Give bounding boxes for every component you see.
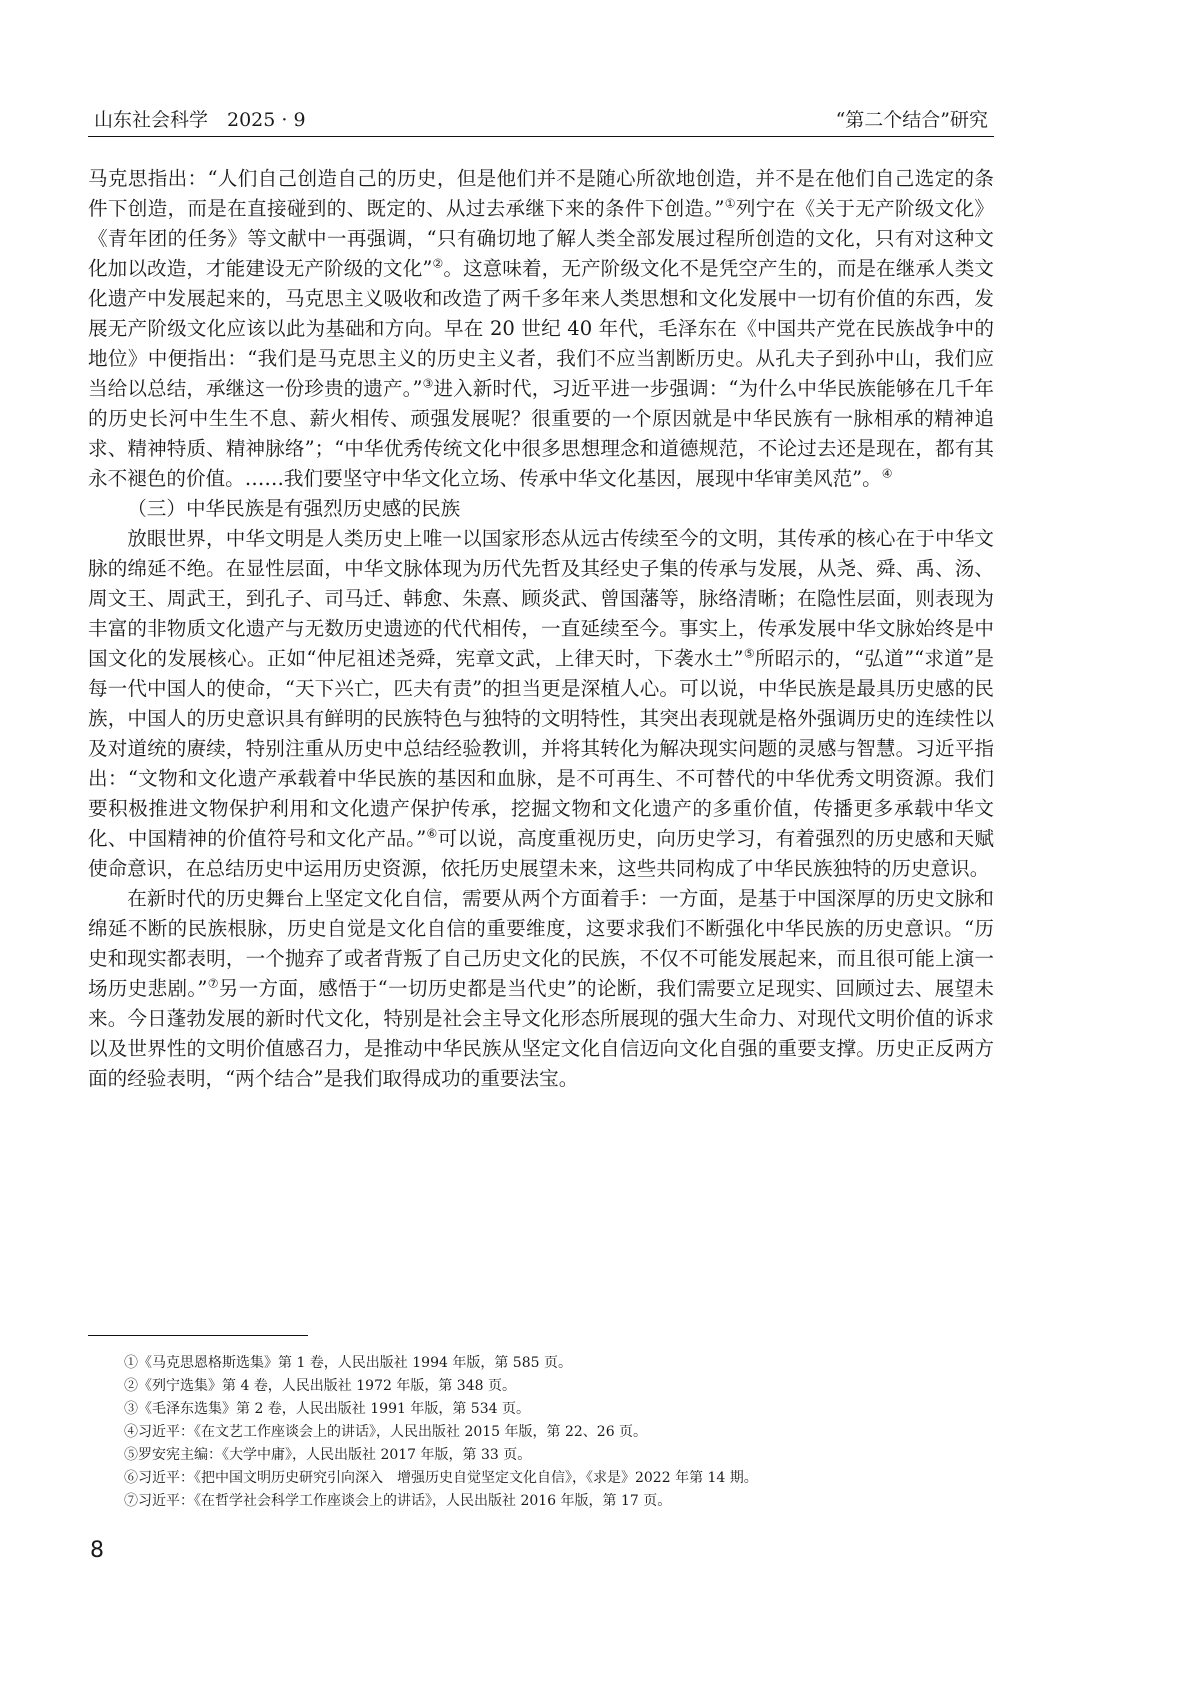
footnote-ref-1[interactable]: ① bbox=[724, 196, 736, 211]
footnote-item: ②《列宁选集》第 4 卷，人民出版社 1972 年版，第 348 页。 bbox=[124, 1378, 516, 1394]
footnote-item: ⑤罗安宪主编：《大学中庸》，人民出版社 2017 年版，第 33 页。 bbox=[124, 1447, 532, 1463]
section-heading: （三）中华民族是有强烈历史感的民族 bbox=[127, 497, 461, 520]
page-number: 8 bbox=[90, 1538, 104, 1563]
footnote-ref-2[interactable]: ② bbox=[432, 256, 444, 271]
paragraph-2: 放眼世界，中华文明是人类历史上唯一以国家形态从远古传续至今的文明，其传承的核心在于中华文脉的绵延不绝。在显性层面，中华文脉体现为历代先哲及其经史子集的传承与发展，从尧、舜、禹、汤、周文王、周武王，到孔子、司马迁、韩愈、朱熹、顾炎武、曾国藩等，脉络清晰；在隐性层面，则表现为丰富的非物质文化遗产与无数历史遗迹的代代相传，一直延续至今。事实上，传承发展中华文脉始终是中国文化的发展核心。正如“仲尼祖述尧舜，宪章文武，上律天时，下袭水土”⑤所昭示的，“弘道”“求道”是每一代中国人的使命，“天下兴亡，匹夫有责”的担当更是深植人心。可以说，中华民族是最具历史感的民族，中国人的历史意识具有鲜明的民族特色与独特的文明特性，其突出表现就是格外强调历史的连续性以及对道统的赓续，特别注重从历史中总结经验教训，并将其转化为解决现实问题的灵感与智慧。习近平指出：“文物和文化遗产承载着中华民族的基因和血脉，是不可再生、不可替代的中华优秀文明资源。我们要积极推进文物保护利用和文化遗产保护传承，挖掘文物和文化遗产的多重价值，传播更多承载中华文化、中国精神的价值符号和文化产品。”⑥可以说，高度重视历史，向历史学习，有着强烈的历史感和天赋使命意识，在总结历史中运用历史资源，依托历史展望未来，这些共同构成了中华民族独特的历史意识。 bbox=[88, 527, 995, 880]
footnote-item: ⑦习近平：《在哲学社会科学工作座谈会上的讲话》，人民出版社 2016 年版，第 17 页。 bbox=[124, 1493, 672, 1509]
footnotes bbox=[124, 1352, 758, 1513]
journal-title: 山东社会科学 2025 · 9 bbox=[94, 109, 306, 131]
footnote-ref-3[interactable]: ③ bbox=[422, 376, 434, 391]
running-header bbox=[88, 104, 994, 137]
footnote-divider bbox=[88, 1335, 308, 1336]
column-title: “第二个结合”研究 bbox=[835, 109, 988, 131]
footnote-ref-4[interactable]: ④ bbox=[881, 466, 893, 481]
paragraph-3: 在新时代的历史舞台上坚定文化自信，需要从两个方面着手：一方面，是基于中国深厚的历史文脉和绵延不断的民族根脉，历史自觉是文化自信的重要维度，这要求我们不断强化中华民族的历史意识。“历史和现实都表明，一个抛弃了或者背叛了自己历史文化的民族，不仅不可能发展起来，而且很可能上演一场历史悲剧。”⑦另一方面，感悟于“一切历史都是当代史”的论断，我们需要立足现实、回顾过去、展望未来。今日蓬勃发展的新时代文化，特别是社会主导文化形态所展现的强大生命力、对现代文明价值的诉求以及世界性的文明价值感召力，是推动中华民族从坚定文化自信迈向文化自强的重要支撑。历史正反两方面的经验表明，“两个结合”是我们取得成功的重要法宝。 bbox=[88, 887, 994, 1090]
footnote-item: ①《马克思恩格斯选集》第 1 卷，人民出版社 1994 年版，第 585 页。 bbox=[124, 1355, 572, 1371]
paragraph-1: 马克思指出：“人们自己创造自己的历史，但是他们并不是随心所欲地创造，并不是在他们自己选定的条件下创造，而是在直接碰到的、既定的、从过去承继下来的条件下创造。”①列宁在《关于无产阶级文化》《青年团的任务》等文献中一再强调，“只有确切地了解人类全部发展过程所创造的文化，只有对这种文化加以改造，才能建设无产阶级的文化”②。这意味着，无产阶级文化不是凭空产生的，而是在继承人类文化遗产中发展起来的，马克思主义吸收和改造了两千多年来人类思想和文化发展中一切有价值的东西，发展无产阶级文化应该以此为基础和方向。早在 20 世纪 40 年代，毛泽东在《中国共产党在民族战争中的地位》中便指出：“我们是马克思主义的历史主义者，我们不应当割断历史。从孔夫子到孙中山，我们应当给以总结，承继这一份珍贵的遗产。”③进入新时代，习近平进一步强调：“为什么中华民族能够在几千年的历史长河中生生不息、薪火相传、顽强发展呢？很重要的一个原因就是中华民族有一脉相承的精神追求、精神特质、精神脉络”；“中华优秀传统文化中很多思想理念和道德规范，不论过去还是现在，都有其永不褪色的价值。……我们要坚守中华文化立场、传承中华文化基因，展现中华审美风范”。④ bbox=[88, 167, 994, 490]
footnote-item: ⑥习近平：《把中国文明历史研究引向深入 增强历史自觉坚定文化自信》，《求是》2022 年第 14 期。 bbox=[124, 1470, 758, 1486]
footnote-item: ④习近平：《在文艺工作座谈会上的讲话》，人民出版社 2015 年版，第 22、26 页。 bbox=[124, 1424, 648, 1440]
footnote-ref-5[interactable]: ⑤ bbox=[743, 646, 755, 661]
article-body bbox=[88, 164, 994, 1094]
footnote-ref-6[interactable]: ⑥ bbox=[426, 826, 438, 841]
footnote-item: ③《毛泽东选集》第 2 卷，人民出版社 1991 年版，第 534 页。 bbox=[124, 1401, 530, 1417]
footnote-ref-7[interactable]: ⑦ bbox=[207, 976, 219, 991]
